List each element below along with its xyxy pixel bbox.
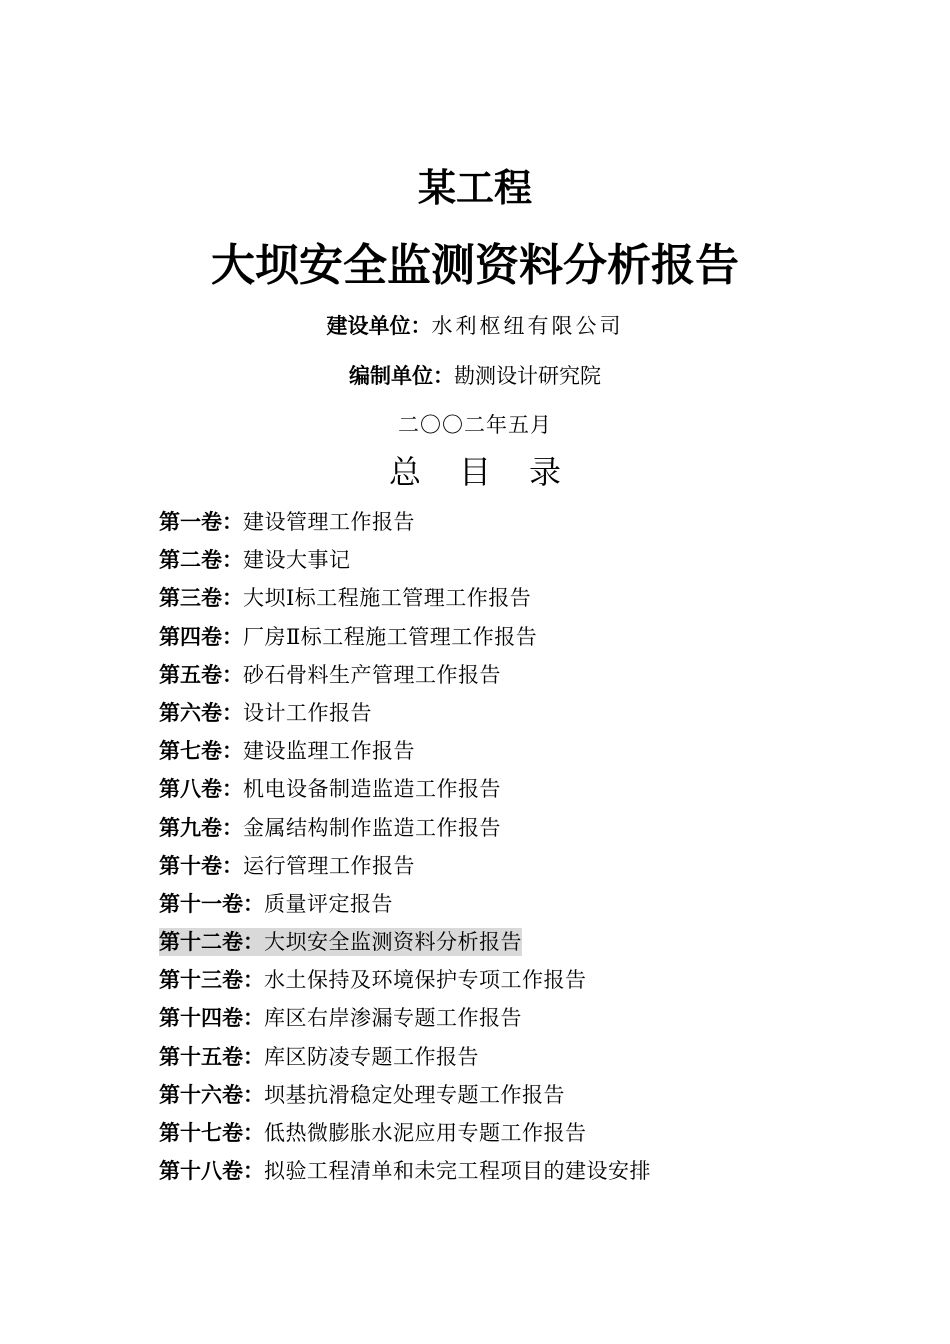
toc-item <box>159 885 859 923</box>
toc-volume-title: 水土保持及环境保护专项工作报告 <box>264 968 587 993</box>
toc-volume-title: 质量评定报告 <box>264 891 393 916</box>
toc-volume-title: 低热微膨胀水泥应用专题工作报告 <box>264 1121 587 1145</box>
toc-volume-title: 拟验工程清单和未完工程项目的建设安排 <box>264 1159 651 1184</box>
toc-heading: 总目录 <box>388 453 599 491</box>
document-title-report: 大坝安全监测资料分析报告 <box>211 240 739 291</box>
toc-volume-title: 库区右岸渗漏专题工作报告 <box>264 1006 522 1031</box>
toc-volume-label: 第十六卷： <box>159 1082 264 1107</box>
toc-item <box>159 999 859 1037</box>
toc-item <box>159 503 859 541</box>
toc-volume-label: 第十三卷： <box>159 968 264 993</box>
toc-item <box>159 961 859 999</box>
toc-item-highlighted <box>159 923 859 961</box>
toc-item <box>159 847 859 885</box>
toc-volume-title: 砂石骨料生产管理工作报告 <box>243 662 501 687</box>
document-title-project: 某工程 <box>417 165 532 210</box>
toc-list <box>159 503 859 1190</box>
toc-volume-label: 第十卷： <box>159 853 243 878</box>
toc-volume-title: 建设大事记 <box>243 548 351 573</box>
toc-volume-title: 大坝Ⅰ标工程施工管理工作报告 <box>243 586 532 611</box>
toc-item <box>159 1152 859 1190</box>
toc-item <box>159 1076 859 1114</box>
toc-item <box>159 732 859 770</box>
toc-volume-label: 第九卷： <box>159 815 243 840</box>
toc-item <box>159 618 859 656</box>
compile-unit-line <box>0 361 950 391</box>
toc-volume-label: 第一卷： <box>159 510 243 534</box>
build-unit-line <box>0 311 950 341</box>
toc-volume-label: 第十七卷： <box>159 1121 264 1145</box>
toc-volume-label: 第七卷： <box>159 739 243 764</box>
compile-unit-value: 勘测设计研究院 <box>454 364 601 388</box>
toc-item <box>159 541 859 579</box>
toc-volume-title: 厂房Ⅱ标工程施工管理工作报告 <box>243 624 538 649</box>
toc-volume-title: 设计工作报告 <box>243 700 372 725</box>
toc-item <box>159 579 859 617</box>
toc-volume-label: 第十八卷： <box>159 1159 264 1184</box>
toc-volume-label: 第十四卷： <box>159 1006 264 1031</box>
document-date: 二〇〇二年五月 <box>398 413 552 437</box>
toc-volume-label: 第八卷： <box>159 777 243 802</box>
toc-volume-title: 建设监理工作报告 <box>243 739 415 764</box>
toc-volume-label: 第五卷： <box>159 662 243 687</box>
toc-volume-label: 第十五卷： <box>159 1044 264 1069</box>
toc-item <box>159 1038 859 1076</box>
toc-volume-title: 运行管理工作报告 <box>243 853 415 878</box>
toc-item <box>159 809 859 847</box>
toc-item <box>159 1114 859 1152</box>
toc-volume-title: 大坝安全监测资料分析报告 <box>264 930 522 955</box>
toc-volume-label: 第十二卷： <box>159 930 264 955</box>
build-unit-label: 建设单位： <box>326 314 432 338</box>
compile-unit-label: 编制单位： <box>349 364 454 388</box>
toc-item <box>159 694 859 732</box>
toc-volume-label: 第六卷： <box>159 700 243 725</box>
toc-volume-label: 第四卷： <box>159 624 243 649</box>
toc-item <box>159 656 859 694</box>
toc-item <box>159 770 859 808</box>
toc-volume-label: 第三卷： <box>159 586 243 611</box>
toc-volume-label: 第二卷： <box>159 548 243 573</box>
toc-volume-label: 第十一卷： <box>159 891 264 916</box>
toc-volume-title: 机电设备制造监造工作报告 <box>243 777 501 802</box>
toc-volume-title: 坝基抗滑稳定处理专题工作报告 <box>264 1082 565 1107</box>
toc-volume-title: 建设管理工作报告 <box>243 510 415 534</box>
toc-volume-title: 库区防凌专题工作报告 <box>264 1044 479 1069</box>
toc-volume-title: 金属结构制作监造工作报告 <box>243 815 501 840</box>
build-unit-value: 水利枢纽有限公司 <box>431 314 624 338</box>
